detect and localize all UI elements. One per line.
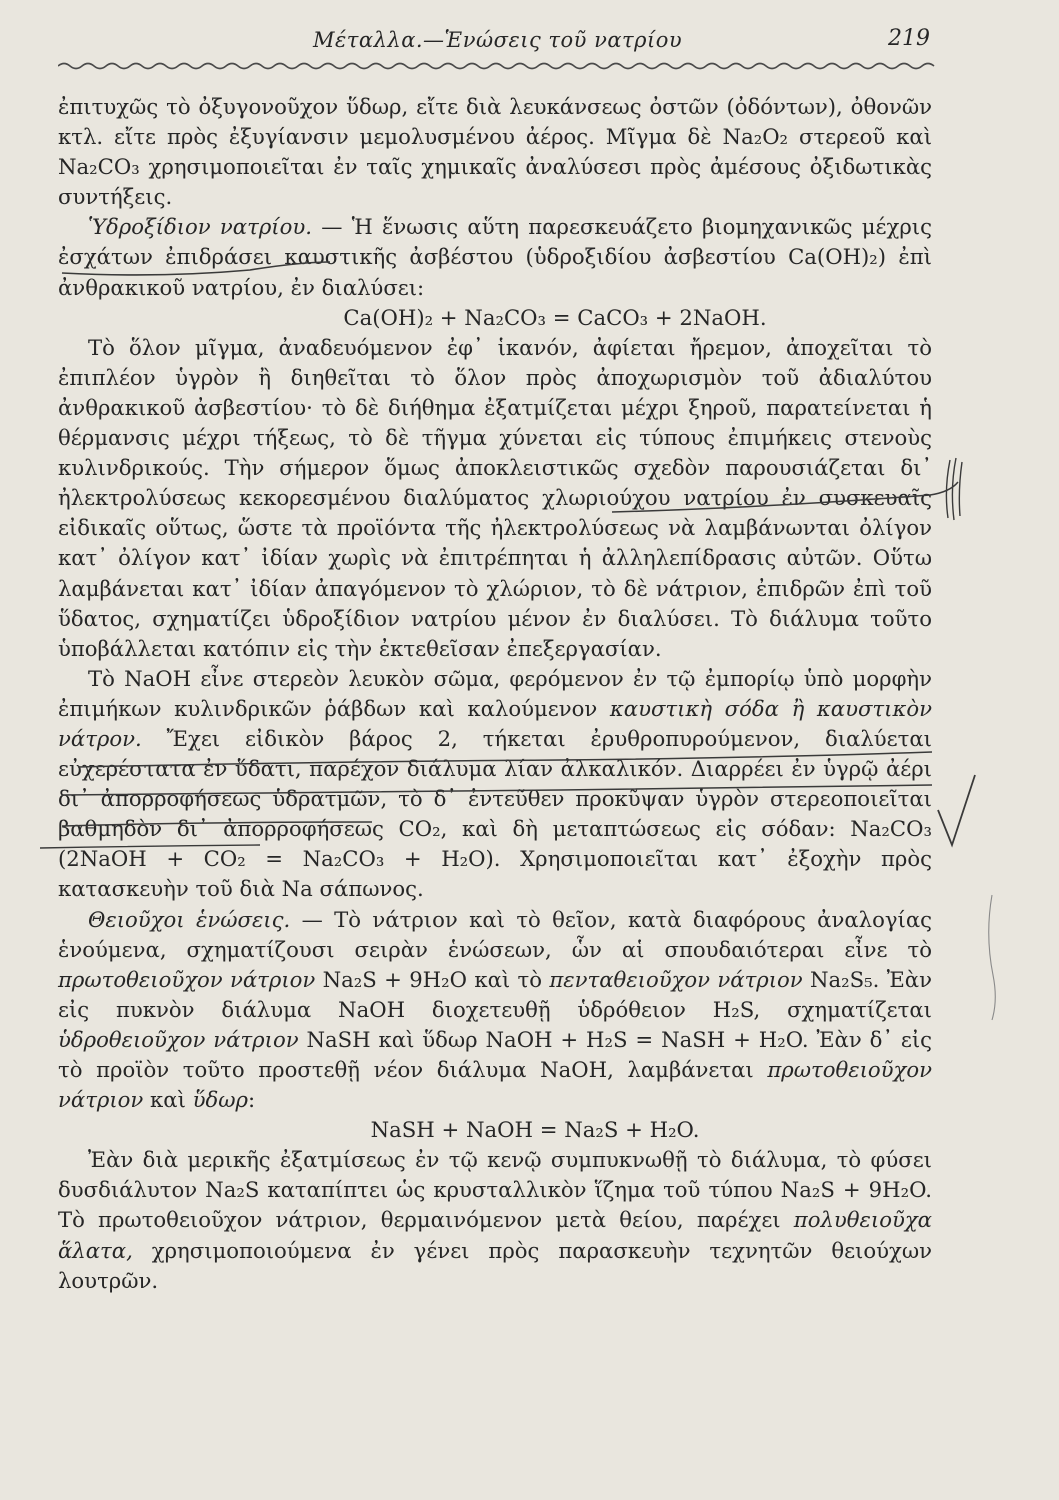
margin-bracket-electrolysis [946,458,962,520]
sulfur-term-1: πρωτοθειοῦχον νάτριον [58,966,316,992]
sulfur-text-2: Na₂S + 9H₂O καὶ τὸ [315,966,550,992]
section-sulfur-compounds [58,905,932,1116]
paragraph-peroxide-uses: ἐπιτυχῶς τὸ ὀξυγονοῦχον ὕδωρ, εἴτε διὰ λευκάνσεως ὀστῶν (ὀδόντων), ὀθονῶν κτλ. εἴτε πρὸς ἐξυγίανσιν μεμολυσμένου ἀέρος. Μῖγμα δὲ Na₂O₂ στερεοῦ καὶ Na₂CO₃ χρησιμοποιεῖται ἐν ταῖς χημικαῖς ἀναλύσεσι πρὸς ἀμέσους ὀξιδωτικὰς συντήξεις. [58,94,932,210]
sulfur-term-3: ὑδροθειοῦχον νάτριον [58,1026,299,1052]
body-text [58,92,932,1296]
sulfur-text-1: — Τὸ νάτριον καὶ τὸ θεῖον, κατὰ διαφόρους ἀναλογίας ἑνούμενα, σχηματίζουσι σειρὰν ἑνώσεων, ὧν αἱ σπουδαιότεραι εἶνε τὸ [58,906,932,962]
running-head: Μέταλλα.—Ἑνώσεις τοῦ νατρίου [313,28,683,52]
header-wavy-rule [58,60,938,74]
sulfur-term-4: πρωτοθειοῦχον νάτριον [58,1057,932,1113]
paragraph-production: Τὸ ὅλον μῖγμα, ἀναδευόμενον ἐφ᾽ ἱκανόν, ἀφίεται ἤρεμον, ἀποχεῖται τὸ ἐπιπλέον ὑγρὸν ἢ διηθεῖται τὸ ὅλον πρὸς ἀποχωρισμὸν τοῦ ἀδιαλύτου ἀνθρακικοῦ ἀσβεστίου· τὸ δὲ διήθημα ἐξατμίζεται μέχρι ξηροῦ, παρατείνεται ἡ θέρμανσις μέχρι τήξεως, τὸ δὲ τῆγμα χύνεται εἰς τύπους ἐπιμήκεις στενοὺς κυλινδρικούς. Τὴν σήμερον ὅμως ἀποκλειστικῶς σχεδὸν παρουσιάζεται δι᾽ ἠλεκτρολύσεως κεκορεσμένου διαλύματος χλωριούχου νατρίου ἐν συσκευαῖς εἰδικαῖς οὕτως, ὥστε τὰ προϊόντα τῆς ἠλεκτρολύσεως νὰ λαμβάνωνται ὀλίγον κατ᾽ ὀλίγον κατ᾽ ἰδίαν χωρὶς νὰ ἐπιτρέπηται ἡ ἀλληλεπίδρασις αὐτῶν. Οὕτω λαμβάνεται κατ᾽ ἰδίαν ἀπαγόμενον τὸ χλώριον, τὸ δὲ νάτριον, ἐπιδρῶν ἐπὶ τοῦ ὕδατος, σχηματίζει ὑδροξίδιον νατρίου μένον ἐν διαλύσει. Τὸ διάλυμα τοῦτο ὑποβάλλεται κατόπιν εἰς τὴν ἐκτεθεῖσαν ἐπεξεργασίαν. [58,334,932,661]
margin-pencil-stroke [989,895,996,1020]
section-intro-text: — Ἡ ἕνωσις αὕτη παρεσκευάζετο βιομηχανικῶς μέχρις ἐσχάτων ἐπιδράσει καυστικῆς ἀσβέστου (ὑδροξιδίου ἀσβεστίου Ca(OH)₂) ἐπὶ ἀνθρακικοῦ νατρίου, ἐν διαλύσει: [58,214,932,300]
section-sodium-hydroxide [58,212,932,302]
sulfur-text-4: NaSH καὶ ὕδωρ NaOH + H₂S = NaSH + H₂O. Ἐὰν δ᾽ εἰς τὸ προϊὸν τοῦτο προστεθῇ νέον διάλυμα NaOH, λαμβάνεται [58,1026,932,1082]
section-heading-sodium-hydroxide: Ὑδροξίδιον νατρίου. [88,214,312,240]
crystals-text-b: χρησιμοποιούμενα ἐν γένει πρὸς παρασκευὴν τεχνητῶν θειούχων λουτρῶν. [58,1237,932,1293]
naoh-text-a: Τὸ NaOH εἶνε στερεὸν λευκὸν σῶμα, φερόμενον ἐν τῷ ἐμπορίῳ ὑπὸ μορφὴν ἐπιμήκων κυλινδρικῶν ῥάβδων καὶ καλούμενον [58,665,932,721]
sulfur-text-5: καὶ [143,1087,193,1113]
page-header [58,28,930,62]
sulfur-text-3: Na₂S₅. Ἐὰν εἰς πυκνὸν διάλυμα NaOH διοχετευθῇ ὑδρόθειον H₂S, σχηματίζεται [58,966,932,1022]
margin-check-mark [938,775,975,845]
paragraph-sulfide-crystals [58,1145,932,1295]
naoh-caustic-soda-term: καυστικὴ σόδα ἢ καυστικὸν νάτρον. [58,695,932,751]
sulfur-term-5: ὕδωρ [192,1087,249,1113]
equation-sulfide: NaSH + NaOH = Na₂S + H₂O. [370,1117,700,1143]
equation-causticizing: Ca(OH)₂ + Na₂CO₃ = CaCO₃ + 2NaOH. [343,304,767,330]
crystals-text-a: Ἐὰν διὰ μερικῆς ἐξατμίσεως ἐν τῷ κενῷ συμπυκνωθῇ τὸ διάλυμα, τὸ φύσει δυσδιάλυτον Na₂S καταπίπτει ὡς κρυσταλλικὸν ἵζημα τοῦ τύπου Na₂S + 9H₂O. Τὸ πρωτοθειοῦχον νάτριον, θερμαινόμενον μετὰ θείου, παρέχει [58,1147,932,1233]
page-number: 219 [888,26,930,51]
naoh-text-b: Ἔχει εἰδικὸν βάρος 2, τήκεται ἐρυθροπυρούμενον, διαλύεται εὐχερέστατα ἐν ὕδατι, παρέχον διάλυμα λίαν ἀλκαλικόν. Διαρρέει ἐν ὑγρῷ ἀέρι δι᾽ ἀπορροφήσεως ὑδρατμῶν, τὸ δ᾽ ἐντεῦθεν προκῦψαν ὑγρὸν στερεοποιεῖται βαθμηδὸν δι᾽ ἀπορροφήσεως CO₂, καὶ δὴ μεταπτώσεως εἰς σόδαν: Na₂CO₃ (2NaOH + CO₂ = Na₂CO₃ + H₂O). Χρησιμοποιεῖται κατ᾽ ἐξοχὴν πρὸς κατασκευὴν τοῦ διὰ Na σάπωνος. [58,725,932,902]
sulfur-text-6: : [248,1087,256,1113]
section-heading-sulfur-compounds: Θειοῦχοι ἑνώσεις. [88,906,291,932]
paragraph-naoh-properties [58,664,932,905]
crystals-polysulfide-term: πολυθειοῦχα ἅλατα, [58,1207,932,1263]
sulfur-term-2: πενταθειοῦχον νάτριον [549,966,803,992]
